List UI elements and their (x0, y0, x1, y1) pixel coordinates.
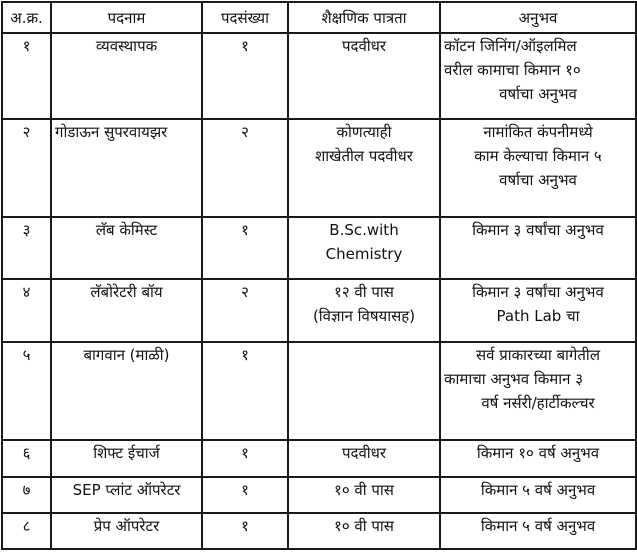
qualification-line: पदवीधर (341, 37, 387, 55)
table-row (2, 477, 636, 514)
experience-cell (440, 342, 636, 440)
header-qualification: शैक्षणिक पात्रता (288, 2, 440, 33)
qualification-line: B.Sc.with (329, 220, 399, 239)
table-row (2, 342, 636, 440)
post-cell: गोडाऊन सुपरवायझर (51, 119, 202, 216)
recruitment-table (1, 1, 637, 550)
experience-line: किमान ५ वर्ष अनुभव (480, 480, 596, 499)
header-post: पदनाम (51, 2, 202, 33)
qualification-line: पदवीधर (341, 443, 387, 462)
serial-cell: ४ (2, 279, 51, 342)
header-experience: अनुभव (440, 2, 636, 33)
table-row (2, 440, 636, 477)
experience-line: किमान ५ वर्ष अनुभव (480, 517, 596, 536)
serial-cell: ६ (2, 440, 51, 477)
experience-line: कॉटन जिनिंग/ऑइलमिल (444, 37, 577, 55)
experience-cell (440, 33, 636, 119)
count-cell: २ (202, 279, 288, 342)
experience-line: कामाचा अनुभव किमान ३ (444, 369, 584, 388)
table-row (2, 513, 636, 549)
qualification-cell (288, 33, 440, 119)
experience-line: वर्ष नर्सरी/हार्टीकल्चर (481, 393, 595, 412)
qualification-line: Chemistry (325, 244, 403, 263)
experience-cell (440, 477, 636, 514)
table-row (2, 279, 636, 342)
experience-line: Path Lab चा (496, 307, 580, 326)
count-cell: १ (202, 217, 288, 280)
serial-cell: ३ (2, 217, 51, 280)
count-cell: १ (202, 33, 288, 119)
experience-line: काम केल्याचा किमान ५ (474, 147, 602, 166)
qualification-cell (288, 342, 440, 440)
serial-cell: ८ (2, 513, 51, 549)
header-count: पदसंख्या (202, 2, 288, 33)
post-cell: बागवान (माळी) (51, 342, 202, 440)
post-cell: प्रेप ऑपरेटर (51, 513, 202, 549)
experience-line: वर्षाचा अनुभव (499, 85, 577, 103)
experience-line: वर्षाचा अनुभव (499, 171, 577, 190)
experience-line: वरील कामाचा किमान १० (444, 61, 581, 79)
experience-line: किमान ३ वर्षांचा अनुभव (472, 283, 604, 302)
qualification-line: १२ वी पास (334, 283, 394, 302)
experience-line: सर्व प्राकारच्या बागेतील (475, 345, 600, 364)
experience-line: किमान १० वर्ष अनुभव (476, 443, 600, 462)
header-serial: अ.क्र. (2, 2, 51, 33)
experience-line: किमान ३ वर्षांचा अनुभव (472, 220, 604, 239)
table-row (2, 217, 636, 280)
experience-cell (440, 279, 636, 342)
qualification-line: शाखेतील पदवीधर (315, 147, 413, 166)
post-cell: शिफ्ट ईचार्ज (51, 440, 202, 477)
post-cell: SEP प्लांट ऑपरेटर (51, 477, 202, 514)
qualification-cell (288, 119, 440, 216)
serial-cell: २ (2, 119, 51, 216)
experience-cell (440, 440, 636, 477)
qualification-line: १० वी पास (334, 480, 394, 499)
experience-cell (440, 217, 636, 280)
serial-cell: ७ (2, 477, 51, 514)
experience-line: नामांकित कंपनीमध्ये (483, 123, 593, 142)
qualification-cell (288, 477, 440, 514)
count-cell: १ (202, 477, 288, 514)
serial-cell: ५ (2, 342, 51, 440)
serial-cell: १ (2, 33, 51, 119)
table-row (2, 119, 636, 216)
post-cell: लॅब केमिस्ट (51, 217, 202, 280)
post-cell: लॅबोरेटरी बॉय (51, 279, 202, 342)
qualification-line: कोणत्याही (336, 123, 392, 142)
experience-cell (440, 513, 636, 549)
count-cell: १ (202, 342, 288, 440)
qualification-line: १० वी पास (334, 517, 394, 536)
count-cell: १ (202, 440, 288, 477)
post-cell: व्यवस्थापक (51, 33, 202, 119)
qualification-cell (288, 217, 440, 280)
qualification-cell (288, 440, 440, 477)
qualification-cell (288, 513, 440, 549)
qualification-line: (विज्ञान विषयासह) (312, 307, 416, 326)
experience-cell (440, 119, 636, 216)
count-cell: १ (202, 513, 288, 549)
table-row (2, 33, 636, 119)
count-cell: २ (202, 119, 288, 216)
header-row (2, 2, 636, 33)
qualification-cell (288, 279, 440, 342)
